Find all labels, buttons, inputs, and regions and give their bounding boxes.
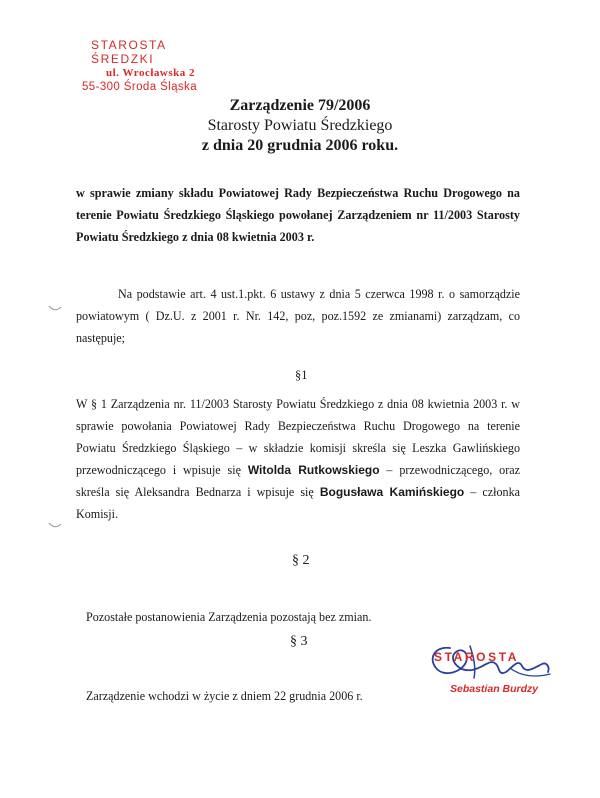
punch-hole-mark-lower — [48, 520, 62, 530]
section-2-text: Pozostałe postanowienia Zarządzenia pozostają bez zmian. — [86, 610, 372, 624]
section-1-text-c: – członka Komisji. — [76, 485, 520, 521]
section-1-text-a: W § 1 Zarządzenia nr. 11/2003 Starosty Powiatu Średzkiego z dnia 08 kwietnia 2003 r. w sprawie powołania Powiatowej Rady Bezpieczeństwa Ruchu Drogowego na terenie Powiatu Średzkiego Śląskiego – w składzie komisji skreśla się Leszka Gawlińskiego przewodniczącego i wpisuje się — [76, 397, 520, 477]
title-date: z dnia 20 grudnia 2006 roku. — [201, 137, 399, 154]
document-title — [160, 96, 440, 156]
section-2-mark: § 2 — [292, 553, 310, 568]
title-issuer: Starosty Powiatu Średzkiego — [207, 117, 393, 134]
title-number: Zarządzenie 79/2006 — [229, 97, 371, 114]
section-3-mark: § 3 — [290, 634, 308, 649]
signature-name: Sebastian Burdzy — [450, 683, 539, 695]
legal-basis-paragraph: Na podstawie art. 4 ust.1.pkt. 6 ustawy z dnia 5 czerwca 1998 r. o samorządzie powiatowym ( Dz.U. z 2001 r. Nr. 142, poz, poz.1592 ze zmianami) zarządzam, co następuje; — [76, 287, 520, 345]
section-1-mark: §1 — [295, 368, 308, 382]
punch-hole-mark-upper — [48, 303, 62, 313]
stamp-office-name: STAROSTA ŚREDZKI — [91, 38, 167, 66]
signature-stamp — [410, 628, 560, 708]
section-1-name-a: Witolda Rutkowskiego — [247, 463, 380, 477]
document-subject: w sprawie zmiany składu Powiatowej Rady Bezpieczeństwa Ruchu Drogowego na terenie Powiatu Średzkiego Śląskiego powołanej Zarządzeniem nr 11/2003 Starosty Powiatu Średzkiego z dnia 08 kwietnia 2003 r. — [76, 186, 520, 244]
office-stamp — [82, 38, 232, 94]
handwritten-signature — [410, 628, 560, 708]
section-1-text-b: – przewodniczącego, oraz skreśla się Aleksandra Bednarza i wpisuje się — [76, 463, 520, 499]
stamp-city: 55-300 Środa Śląska — [82, 81, 198, 93]
stamp-street: ul. Wrocławska 2 — [106, 67, 195, 79]
signature-title: STAROSTA — [434, 650, 520, 664]
section-3-text: Zarządzenie wchodzi w życie z dniem 22 grudnia 2006 r. — [86, 689, 363, 703]
section-1-text — [76, 393, 520, 525]
section-1-name-b: Bogusława Kamińskiego — [319, 485, 465, 499]
